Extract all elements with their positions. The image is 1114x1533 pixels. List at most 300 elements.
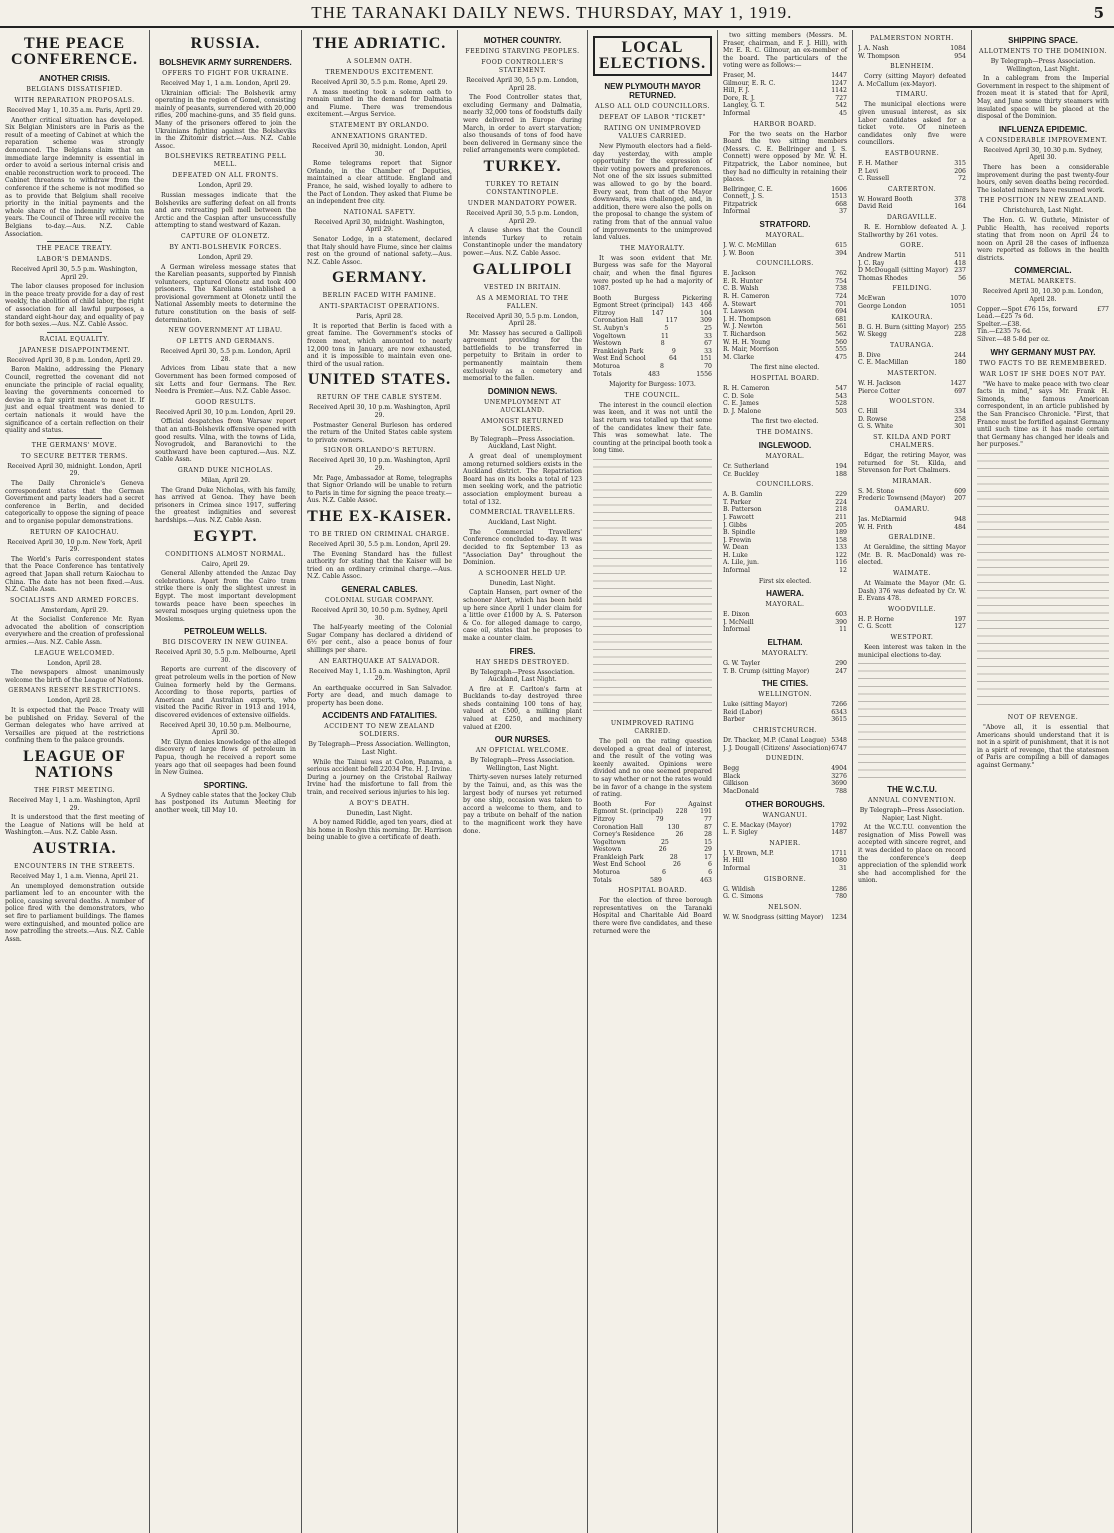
- article-body: The Grand Duke Nicholas, with his family, has arrived at Genoa. They have been prisoners in Crimea since 1917, suffering the greatest indignities and severest hardships.—Aus. N.Z. Cable Assn.: [155, 486, 296, 524]
- result-name: P. Levi: [858, 167, 879, 175]
- section-title: AN OFFICIAL WELCOME.: [475, 747, 570, 755]
- result-value: 237: [954, 267, 966, 275]
- subhead: OF LETTS AND GERMANS.: [176, 338, 275, 346]
- subhead: MAYORAL.: [765, 452, 805, 460]
- result-row: [858, 324, 966, 332]
- subhead: GERALDINE.: [888, 534, 936, 542]
- subhead: ALSO ALL OLD COUNCILLORS.: [595, 103, 710, 110]
- article-body: It is understood that the first meeting of the League of Nations will be held at Washington.—Aus. N.Z. Cable Assn.: [5, 814, 144, 837]
- result-row: [593, 869, 712, 877]
- section-title: CAPTURE OF OLONETZ.: [180, 232, 271, 240]
- result-value: 1487: [831, 829, 847, 837]
- result-value: 394: [835, 249, 847, 257]
- results-table: [723, 660, 847, 675]
- article-body: Keen interest was taken in the municipal elections to-day.: [858, 643, 966, 659]
- results-table: [858, 488, 966, 503]
- dateline: Received April 30, 5.5 p.m. Rome, April 29.: [311, 79, 448, 86]
- dateline: Paris, April 28.: [356, 313, 403, 321]
- result-row: [723, 773, 847, 781]
- rating-results-table: [593, 801, 712, 885]
- article-body: While the Tainui was at Colon, Panama, a serious accident befell 22034 Pte. H. J. Irvine. During a journey on the Cristobal Railway Irvine had the misfortune to fall from the train, and received serious injuries to his leg.: [307, 758, 452, 797]
- article-body: In a cablegram from the Imperial Government in respect to the shipment of frozen meat it is stated that for April, May, and June some thirty steamers with insulated space will be placed at the disposal of the Dominion.: [977, 75, 1109, 121]
- dateline: Christchurch, Last Night.: [1002, 207, 1084, 215]
- result-row: [723, 522, 847, 530]
- article-body: The municipal elections were given unusual interest, as six Labor candidates asked for a ticket vote. Of nineteen candidates only five were councillors.: [858, 101, 966, 147]
- result-name: Langley, G. T.: [723, 102, 765, 110]
- result-name: Black: [723, 772, 741, 780]
- masthead-title: THE TARANAKI DAILY NEWS. THURSDAY, MAY 1, 1919.: [311, 3, 793, 22]
- result-name: Corney's Residence: [593, 831, 655, 839]
- article-body: Mr. Page, Ambassador at Rome, telegraphs that Signor Orlando will be unable to return to Paris in time for signing the peace treaty.—Aus. N.Z. Cable Assoc.: [307, 474, 452, 505]
- result-value: 5: [664, 325, 669, 333]
- article-body: The poll on the rating question developed a great deal of interest, and the result of the voting was keenly awaited. Opinions were divided and no one seemed prepared to say whether or not the rates would be in favor of a change in the system of rating.: [593, 737, 712, 799]
- result-name: Booth: [593, 294, 612, 302]
- result-value: 228: [954, 331, 966, 339]
- results-table: [858, 45, 966, 60]
- result-name: Tin.—£235 7s 6d.: [977, 328, 1032, 336]
- result-name: Connett, J. S.: [723, 193, 764, 201]
- subhead: MAYORAL.: [765, 601, 805, 609]
- headline: INFLUENZA EPIDEMIC.: [998, 124, 1088, 134]
- article-body: At the Socialist Conference Mr. Ryan advocated the abolition of conscription everywhere and the creation of professional armies.—Aus. N.Z. Cable Assn.: [5, 616, 144, 647]
- result-row: [593, 363, 712, 371]
- result-row: [723, 385, 847, 393]
- result-row: [593, 310, 712, 318]
- dateline: London, April 29.: [198, 253, 253, 261]
- result-value: 9: [671, 347, 676, 355]
- result-row: [723, 270, 847, 278]
- article-body: The Daily Chronicle's Geneva correspondent states that the German Government and party leaders had a secret conference in Berlin, and decided categorically to oppose the signing of peace and to organise popular demonstrations.: [5, 479, 144, 525]
- article-body: Russian messages indicate that the Bolsheviks are suffering defeat on all fronts and are retreating pell mell between the Arctic and the Caspian after unsuccessfully attempting to stand westward of Kazan.: [155, 191, 296, 230]
- headline: SHIPPING SPACE.: [1008, 36, 1078, 45]
- results-table: [858, 352, 966, 367]
- result-name: C. G. Scott: [858, 623, 892, 631]
- results-table: [723, 463, 847, 478]
- result-row: [593, 839, 712, 847]
- result-name: E. R. Hunter: [723, 277, 763, 285]
- result-value: 754: [835, 277, 847, 285]
- result-row: [858, 203, 966, 211]
- result-value: 681: [835, 315, 847, 323]
- result-row: [858, 267, 966, 275]
- result-value: 1070: [950, 295, 966, 303]
- result-value: 28: [704, 831, 712, 839]
- subhead: WITH REPARATION PROPOSALS.: [14, 97, 135, 104]
- text-block: [593, 457, 712, 717]
- result-row: [723, 80, 847, 88]
- dateline: By Telegraph—Press Association. Wellington, Last Night.: [470, 757, 575, 772]
- dateline: By Telegraph—Press Association. Auckland, Last Night.: [470, 668, 575, 684]
- results-table: [723, 765, 847, 795]
- result-name: Lead.—£25 7s 6d.: [977, 313, 1034, 321]
- result-row: [723, 316, 847, 324]
- section-title: ACCIDENT TO NEW ZEALAND SOLDIERS.: [324, 723, 435, 739]
- result-value: 189: [835, 529, 847, 537]
- result-row: [723, 72, 847, 80]
- subhead: DEFEAT OF LABOR "TICKET": [598, 114, 707, 121]
- dateline: Received April 30, midnight. Washington, April 29.: [314, 218, 445, 234]
- dateline: Milan, April 29.: [200, 476, 251, 484]
- result-name: Informal: [723, 626, 750, 634]
- divider: [47, 438, 103, 439]
- result-row: [858, 524, 966, 532]
- result-value: 64: [669, 355, 677, 363]
- result-name: Totals: [593, 370, 612, 378]
- result-value: 104: [700, 309, 712, 317]
- result-row: [858, 252, 966, 260]
- result-value: 207: [954, 495, 966, 503]
- result-row: [723, 242, 847, 250]
- dateline: Received April 30, 10.50 p.m. Sydney, April 30.: [311, 606, 448, 622]
- result-name: Frankleigh Park: [593, 347, 644, 355]
- result-row: [858, 303, 966, 311]
- headline: THE EX-KAISER.: [307, 507, 452, 525]
- result-value: 255: [954, 323, 966, 331]
- subhead: BLENHEIM.: [890, 63, 934, 71]
- dateline: London, April 28.: [47, 697, 102, 705]
- result-value: 484: [954, 523, 966, 531]
- dateline: Received May 1, 1 a.m. Washington, April 29.: [8, 797, 141, 812]
- results-table: [858, 616, 966, 631]
- result-row: [593, 355, 712, 363]
- column-shipping: [972, 30, 1114, 1533]
- section-title: NEW GOVERNMENT AT LIBAU.: [168, 327, 283, 335]
- result-row: [723, 400, 847, 408]
- result-value: 33: [704, 332, 712, 340]
- article-body: Mr. Massey has secured a Gallipoli agreement providing for the battlefields to be transferred in perpetuity to Britain in order to permanently maintain them exclusively as a cemetery and memorial to the fallen.: [463, 329, 582, 383]
- result-name: W. Thompson: [858, 52, 900, 60]
- result-row: [723, 559, 847, 567]
- result-row: [723, 193, 847, 201]
- result-row: [593, 371, 712, 379]
- article-body: Postmaster General Burleson has ordered the return of the United States cable system to private owners.: [307, 421, 452, 444]
- dateline: Received April 30, midnight. London, April 30.: [312, 142, 447, 158]
- section-title: RETURN OF THE CABLE SYSTEM.: [316, 394, 443, 402]
- result-value: 151: [700, 355, 712, 363]
- subhead: UNDER MANDATORY POWER.: [467, 199, 578, 207]
- result-name: Egmont Street (principal): [593, 302, 674, 310]
- result-name: C. E. MacMillan: [858, 359, 909, 367]
- result-name: Frankleigh Park: [593, 853, 644, 861]
- subhead: ANTI-SPARTACIST OPERATIONS.: [319, 303, 440, 311]
- dateline: Received April 30, 5.5 p.m. Washington, April 29.: [11, 266, 138, 281]
- results-table: [723, 611, 847, 634]
- results-table: [723, 186, 847, 216]
- results-table: [723, 270, 847, 361]
- headline: GENERAL CABLES.: [341, 584, 418, 594]
- dateline: Received April 30, 10.30 p.m. London, April 28.: [982, 288, 1104, 304]
- section-title: ENCOUNTERS IN THE STREETS.: [14, 862, 135, 870]
- result-value: 3615: [831, 716, 847, 724]
- subhead: KAIKOURA.: [891, 313, 933, 321]
- result-name: C. Hill: [858, 408, 878, 416]
- results-table: [723, 701, 847, 724]
- section-title: METAL MARKETS.: [1009, 278, 1077, 286]
- dateline: Received May 1, 10.35 a.m. Paris, April 29.: [6, 107, 143, 114]
- result-value: 4904: [831, 765, 847, 773]
- result-row: [723, 393, 847, 401]
- dateline: Received April 30, 10 p.m. London, April 29.: [155, 408, 296, 416]
- article-body: The Hon. G. W. Guthrie, Minister of Public Health, has received reports stating that from noon on April 24 to noon on April 28 the cases of influenza were reported as follows in the health districts.: [977, 216, 1109, 262]
- subhead: AS A MEMORIAL TO THE FALLEN.: [476, 294, 569, 310]
- divider: [47, 241, 103, 242]
- headline: PETROLEUM WELLS.: [184, 627, 267, 637]
- result-row: [723, 850, 847, 858]
- result-value: 589: [650, 876, 662, 884]
- result-name: Fraser, M.: [723, 71, 756, 79]
- article-body: two sitting members (Messrs. M. Fraser, chairman, and F. J. Hill), with Mr. E. R. C. Gilmour, an ex-member of the board. The particulars of the voting were as follows:—: [723, 32, 847, 70]
- headline: ACCIDENTS AND FATALITIES.: [322, 711, 437, 721]
- dateline: Received April 30, 10.30 p.m. Sydney, April 30.: [983, 146, 1103, 162]
- dateline: Received April 30, 5.5 p.m. Melbourne, April 30.: [155, 649, 296, 664]
- section-title: THE COUNCIL.: [624, 391, 681, 399]
- article-body: For the election of three borough representatives on the Taranaki Hospital and Charitable Aid Board there were five candidates, and these returned were the: [593, 897, 712, 935]
- result-name: Pierce Cotter: [858, 387, 900, 395]
- result-name: Vogeltown: [593, 332, 626, 340]
- dateline: By Telegraph—Press Association. Wellington, Last Night.: [990, 58, 1096, 73]
- result-value: 1051: [950, 303, 966, 311]
- section-title: UNEMPLOYMENT AT AUCKLAND.: [483, 398, 562, 414]
- result-value: 6: [662, 869, 666, 877]
- dateline: Amsterdam, April 29.: [40, 606, 109, 614]
- result-value: 560: [835, 338, 847, 346]
- result-row: [723, 408, 847, 416]
- result-value: 315: [954, 159, 966, 167]
- article-body: The newspapers almost unanimously welcome the birth of the League of Nations.: [5, 669, 144, 684]
- result-name: Informal: [723, 109, 750, 117]
- dateline: Cairo, April 29.: [201, 560, 250, 568]
- subhead: WOODVILLE.: [888, 605, 936, 613]
- result-row: [723, 506, 847, 514]
- result-name: Dr. Thacker, M.P. (Canal League): [723, 737, 827, 744]
- result-row: [858, 388, 966, 396]
- subhead: WAR LOST IF SHE DOES NOT PAY.: [979, 370, 1107, 378]
- result-name: J. H. Thompson: [723, 315, 771, 323]
- result-name: B. Dive: [858, 351, 881, 359]
- result-row: [593, 333, 712, 341]
- article-body: For the two seats on the Harbor Board the two sitting members (Messrs. C. E. Bellringer and J. S. Connett) were opposed by Mr. W. H. Fitzpatrick, the Labor nominee, but they had no difficulty in retaining their places.: [723, 130, 847, 184]
- result-value: 463: [700, 876, 712, 884]
- result-row: [723, 716, 847, 724]
- result-value: 11: [660, 332, 669, 340]
- result-row: [593, 877, 712, 885]
- result-row: [723, 914, 847, 922]
- result-value: 26: [658, 846, 667, 854]
- result-name: B. Spindle: [723, 529, 756, 537]
- result-row: [858, 196, 966, 204]
- subhead: BELGIANS DISSATISFIED.: [26, 86, 123, 93]
- result-value: 244: [954, 351, 966, 359]
- result-value: 17: [704, 853, 712, 861]
- subhead: BY ANTI-BOLSHEVIK FORCES.: [169, 243, 282, 251]
- result-value: 954: [954, 52, 966, 60]
- result-row: [593, 808, 712, 816]
- dateline: By Telegraph—Press Association. Auckland, Last Night.: [470, 435, 575, 451]
- headline: STRATFORD.: [759, 220, 811, 230]
- result-value: 164: [954, 203, 966, 211]
- subhead: THE DOMAINS.: [756, 428, 814, 436]
- subhead: TIMARU.: [895, 91, 929, 99]
- result-value: Pickering: [682, 294, 712, 302]
- result-value: 390: [835, 618, 847, 626]
- result-value: 738: [835, 285, 847, 293]
- headline: EGYPT.: [193, 527, 258, 545]
- result-name: Silver.—48 5-8d per oz.: [977, 336, 1051, 344]
- result-name: Gilmour, E. R. C.: [723, 79, 776, 87]
- section-title: ANOTHER CRISIS.: [39, 74, 110, 83]
- result-name: J. J. Dougall (Citizens' Association): [723, 744, 831, 752]
- subhead: SIGNOR ORLANDO'S RETURN.: [323, 447, 436, 455]
- result-value: 194: [835, 462, 847, 470]
- result-value: 31: [839, 864, 847, 872]
- result-row: [723, 499, 847, 507]
- dateline: Received April 30, 5.5 p.m. London, April 28.: [466, 77, 579, 92]
- section-title: THE GERMANS' MOVE.: [31, 441, 118, 449]
- result-value: For: [644, 800, 656, 808]
- result-value: 3690: [831, 780, 847, 788]
- result-row: [723, 323, 847, 331]
- article-body: Reports are current of the discovery of great petroleum wells in the portion of New Guinea formerly held by the Germans. According to those reports, parties of American and Australian experts, who visited the Pacific River in 1913 and 1914, discovered evidences of extensive oilfields.: [155, 666, 296, 720]
- headline: HAWERA.: [766, 589, 804, 599]
- dateline: Received April 30, 10 p.m. Washington, April 29.: [308, 404, 451, 420]
- result-value: 1427: [950, 380, 966, 388]
- article-body: A great deal of unemployment among returned soldiers exists in the Auckland district. The Repatriation Board has on its books a total of 123 men seeking work, and the patriotic association employment bureau a total of 132.: [463, 453, 582, 506]
- subhead: GISBORNE.: [763, 875, 807, 883]
- article-body: Official despatches from Warsaw report that an anti-Bolshevik offensive opened with good results. Vilna, with the towns of Lida, Novogrudok, and Baranovichi to the southward have been captured.—Aus. N.Z. Cable Assn.: [155, 418, 296, 464]
- result-row: [723, 552, 847, 560]
- result-name: Fitzroy: [593, 309, 616, 317]
- result-value: 29: [704, 846, 712, 854]
- result-name: Copper.—Spot £76 15s, forward: [977, 305, 1078, 313]
- subhead: WOOLSTON.: [889, 398, 935, 406]
- result-value: 561: [835, 323, 847, 331]
- result-value: 418: [954, 259, 966, 267]
- result-row: [723, 346, 847, 354]
- section-title: A CONSIDERABLE IMPROVEMENT.: [978, 136, 1108, 144]
- dateline: Received April 30, 5.5 p.m. London, April 28.: [466, 312, 579, 328]
- subhead: GORE.: [900, 242, 924, 250]
- results-table: [858, 252, 966, 282]
- result-name: B. G. H. Burn (sitting Mayor): [858, 323, 949, 331]
- result-name: Jas. McDiarmid: [858, 515, 907, 523]
- result-value: 511: [954, 252, 966, 260]
- result-name: Vogeltown: [593, 838, 626, 846]
- result-row: [723, 567, 847, 575]
- subhead: LABOR'S DEMANDS.: [36, 256, 113, 264]
- result-name: W. W. Snodgrass (sitting Mayor): [723, 913, 824, 921]
- result-row: [858, 260, 966, 268]
- result-row: [593, 348, 712, 356]
- result-value: 229: [835, 491, 847, 499]
- result-row: [723, 619, 847, 627]
- result-row: [723, 626, 847, 634]
- subhead: CARTERTON.: [887, 185, 937, 193]
- result-name: W. H. Jackson: [858, 380, 901, 388]
- result-name: D. J. Malone: [723, 407, 761, 415]
- headline: THE PEACE CONFERENCE.: [10, 35, 138, 68]
- result-value: 378: [954, 195, 966, 203]
- article-body: At Waimate the Mayor (Mr. G. Dash) 376 was defeated by Cr. W. E. Evans 478.: [858, 579, 966, 603]
- result-value: Burgess: [634, 294, 660, 302]
- result-row: [858, 45, 966, 53]
- result-name: E. Dixon: [723, 611, 750, 619]
- result-row: [723, 186, 847, 194]
- result-value: 6343: [831, 708, 847, 716]
- subhead: WANGANUI.: [762, 811, 808, 819]
- result-value: 609: [954, 487, 966, 495]
- result-row: [723, 822, 847, 830]
- results-table: [858, 516, 966, 531]
- result-row: [723, 788, 847, 796]
- result-name: C. Russell: [858, 175, 890, 183]
- result-value: 211: [835, 513, 847, 521]
- result-name: M. Clarke: [723, 353, 755, 361]
- subhead: RATING ON UNIMPROVED VALUES CARRIED.: [603, 125, 702, 140]
- subhead: DARGAVILLE.: [886, 213, 938, 221]
- result-row: [593, 340, 712, 348]
- dateline: Dunedin, Last Night.: [489, 579, 556, 587]
- section-title: TO BE TRIED ON CRIMINAL CHARGE.: [309, 530, 450, 538]
- result-name: D. Rowse: [858, 415, 888, 423]
- result-row: [723, 668, 847, 676]
- result-value: 528: [835, 400, 847, 408]
- result-value: 33: [704, 347, 712, 355]
- result-name: W. H. Frith: [858, 523, 893, 531]
- result-value: 197: [954, 615, 966, 623]
- dateline: Auckland, Last Night.: [488, 519, 557, 527]
- column-peace-conference: [0, 30, 150, 1533]
- result-row: [977, 321, 1109, 329]
- text-block: [858, 661, 966, 781]
- result-name: J. Gibbs: [723, 521, 747, 529]
- result-name: L. F. Sigley: [723, 829, 758, 837]
- result-row: [723, 491, 847, 499]
- result-name: H. P. Horne: [858, 615, 894, 623]
- results-table: [723, 914, 847, 922]
- result-row: [593, 846, 712, 854]
- masthead: [0, 0, 1114, 28]
- dateline: Received April 30, 10 p.m. Washington, April 29.: [308, 457, 451, 472]
- article-body: Ukrainian official: The Bolshevik army operating in the region of Gomel, consisting mainly of peasants, surrendered with 20,000 rifles, 200 machine-guns, and 35 field guns. Many of the prisoners offered to join the Ukrainians fighting against the Bolsheviks in the Zhitomir district.—Aus. N.Z. Cable Assoc.: [155, 89, 296, 150]
- section-title: TWO FACTS TO BE REMEMBERED.: [979, 359, 1107, 367]
- result-name: Hill, F. J.: [723, 87, 750, 95]
- result-row: [723, 745, 847, 753]
- article-body: The Commercial Travellers' Conference concluded to-day. It was decided to fix September 13 as "Association Day" throughout the Dominion.: [463, 528, 582, 567]
- result-value: 1234: [831, 913, 847, 921]
- result-value: 191: [700, 808, 712, 816]
- note: First six elected.: [758, 577, 812, 585]
- result-row: [858, 380, 966, 388]
- result-name: J. W. C. McMillan: [723, 242, 777, 250]
- subhead: DEFEATED ON ALL FRONTS.: [172, 172, 279, 180]
- result-value: 67: [704, 340, 712, 348]
- section-title: SOCIALISTS AND ARMED FORCES.: [9, 596, 140, 604]
- result-value: 475: [835, 353, 847, 361]
- article-body: Mr. Glynn denies knowledge of the alleged discovery of large flows of petroleum in Papua, though he received a report some years ago that oil seepages had been found in New Guinea.: [155, 738, 296, 777]
- article-body: The Evening Standard has the fullest authority for stating that the Kaiser will be tried on an ordinary criminal charge.—Aus. N.Z. Cable Assoc.: [307, 550, 452, 581]
- result-value: 309: [700, 317, 712, 325]
- results-table: [723, 822, 847, 837]
- result-value: 562: [835, 331, 847, 338]
- result-value: 603: [835, 611, 847, 619]
- result-value: 466: [700, 302, 712, 310]
- result-name: Moturoa: [593, 363, 620, 371]
- result-row: [858, 495, 966, 503]
- result-value: 1447: [831, 71, 847, 79]
- result-row: [723, 537, 847, 545]
- result-row: [723, 709, 847, 717]
- result-value: 547: [835, 384, 847, 392]
